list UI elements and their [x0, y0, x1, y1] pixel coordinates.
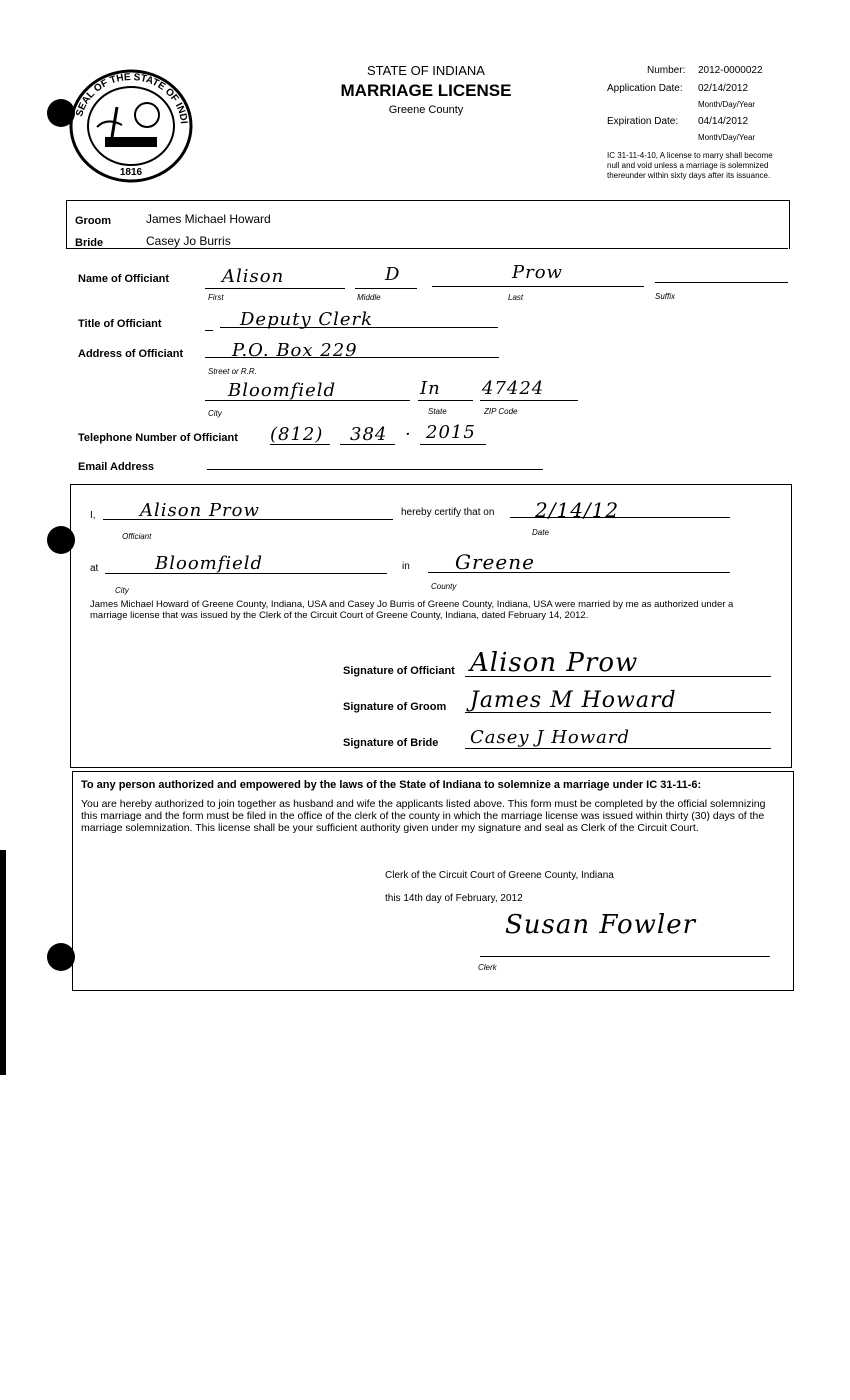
officiant-last-name: Prow	[512, 262, 563, 283]
officiant-address-label: Address of Officiant	[78, 348, 184, 360]
officiant-state: In	[420, 378, 441, 399]
officiant-signature: Alison Prow	[470, 648, 639, 678]
phone-line-number: 2015	[426, 422, 476, 443]
number-label: Number:	[647, 65, 686, 76]
at-label: at	[90, 563, 99, 574]
scan-edge	[0, 850, 6, 1075]
officiant-signature-label: Signature of Officiant	[343, 665, 455, 677]
bride-name: Casey Jo Burris	[146, 234, 231, 248]
date-format-caption: Month/Day/Year	[698, 100, 756, 109]
city-caption: City	[208, 409, 222, 418]
zip-caption: ZIP Code	[484, 407, 518, 416]
county-caption: County	[431, 582, 457, 591]
license-number: 2012-0000022	[698, 65, 763, 76]
officiant-street: P.O. Box 229	[232, 340, 358, 361]
suffix-caption: Suffix	[655, 292, 676, 301]
date-caption: Date	[532, 528, 549, 537]
city-caption: City	[115, 586, 129, 595]
bride-label: Bride	[75, 237, 104, 249]
issue-date-line: this 14th day of February, 2012	[385, 893, 523, 904]
officiant-phone-label: Telephone Number of Officiant	[78, 432, 238, 444]
bride-signature-label: Signature of Bride	[343, 737, 439, 749]
groom-signature: James M Howard	[470, 688, 677, 713]
i-label: I,	[90, 510, 96, 521]
officiant-title: Deputy Clerk	[240, 309, 374, 330]
street-caption: Street or R.R.	[208, 367, 257, 376]
marriage-date: 2/14/12	[535, 498, 620, 522]
application-date-label: Application Date:	[607, 83, 683, 94]
phone-dot: ·	[405, 424, 412, 445]
groom-name: James Michael Howard	[146, 212, 271, 226]
cert-officiant-name: Alison Prow	[140, 500, 260, 521]
officiant-middle-name: D	[385, 264, 401, 285]
state-seal	[67, 67, 195, 185]
state-caption: State	[428, 407, 447, 416]
marriage-statement: James Michael Howard of Greene County, Indiana, USA and Casey Jo Burris of Greene County, Indiana, USA were married by me as authorized under a marriage license that was issued by the Clerk of the Circuit Court of Greene County, Indiana, dated February 14, 2012.	[90, 599, 734, 621]
officiant-title-label: Title of Officiant	[78, 318, 162, 330]
application-date: 02/14/2012	[698, 83, 749, 94]
expiration-date: 04/14/2012	[698, 116, 749, 127]
clerk-caption: Clerk	[478, 963, 497, 972]
clerk-line: Clerk of the Circuit Court of Greene County, Indiana	[385, 870, 614, 881]
authorization-heading: To any person authorized and empowered by the laws of the State of Indiana to solemnize a marriage under IC 31-11-6:	[81, 779, 702, 791]
middle-caption: Middle	[357, 293, 381, 302]
phone-prefix: 384	[350, 424, 388, 445]
expiration-date-label: Expiration Date:	[607, 116, 679, 127]
phone-area-code: (812)	[270, 424, 324, 445]
officiant-city: Bloomfield	[228, 380, 337, 401]
groom-signature-label: Signature of Groom	[343, 701, 447, 713]
authorization-body: You are hereby authorized to join together as husband and wife the applicants listed above. This form must be completed by the official solemnizing this marriage and the form must be filed in the office of the clerk of the county in which the marriage license was issued within thirty (30) days of the marriage solemnization. This license shall be your sufficient authority given under my signature and seal as Clerk of the Circuit Court.	[81, 798, 766, 834]
groom-label: Groom	[75, 215, 112, 227]
date-format-caption: Month/Day/Year	[698, 133, 756, 142]
svg-text:1816: 1816	[119, 167, 143, 178]
bride-signature: Casey J Howard	[470, 727, 631, 748]
officiant-first-name: Alison	[222, 266, 285, 287]
officiant-name-label: Name of Officiant	[78, 273, 170, 285]
svg-text:SEAL OF THE STATE OF INDIANA: SEAL OF THE STATE OF INDI	[74, 71, 189, 125]
certify-text: hereby certify that on	[401, 507, 495, 518]
statute-note: IC 31-11-4-10, A license to marry shall become null and void unless a marriage is solemnized thereunder within sixty days after its issuance.	[607, 151, 773, 180]
page-title: MARRIAGE LICENSE	[340, 81, 512, 100]
last-caption: Last	[508, 293, 524, 302]
cert-county: Greene	[455, 550, 535, 574]
email-label: Email Address	[78, 461, 155, 473]
first-caption: First	[208, 293, 224, 302]
county-heading: Greene County	[388, 104, 464, 116]
clerk-signature: Susan Fowler	[505, 910, 697, 940]
punch-hole	[47, 943, 75, 971]
cert-city: Bloomfield	[155, 553, 264, 574]
officiant-zip: 47424	[482, 378, 545, 399]
certificate-box	[70, 484, 792, 768]
officiant-caption: Officiant	[122, 532, 152, 541]
state-heading: STATE OF INDIANA	[367, 63, 485, 78]
in-label: in	[402, 561, 410, 572]
